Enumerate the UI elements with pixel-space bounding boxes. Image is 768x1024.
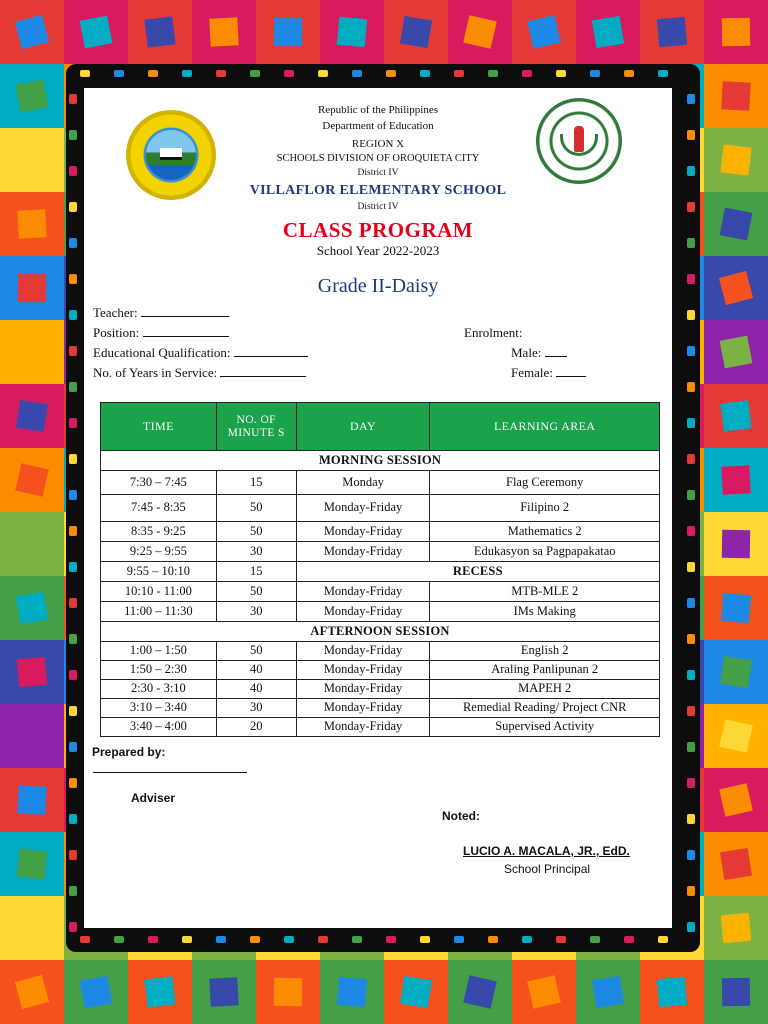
years-service-label: No. of Years in Service: (93, 365, 218, 380)
day-cell: Monday (296, 471, 430, 495)
mosaic-chip (17, 657, 47, 687)
minutes-cell: 15 (216, 562, 296, 582)
mosaic-chip (463, 975, 497, 1009)
afternoon-session-label: AFTERNOON SESSION (101, 622, 660, 642)
mosaic-tile (704, 960, 768, 1024)
mosaic-chip (16, 592, 48, 624)
mosaic-tile (320, 960, 384, 1024)
minutes-cell: 50 (216, 582, 296, 602)
years-service-field (93, 365, 306, 381)
mosaic-tile (704, 448, 768, 512)
mosaic-chip (527, 15, 561, 49)
learning-area-column-header: LEARNING AREA (430, 403, 660, 451)
frame-dot (69, 526, 77, 536)
male-field (511, 345, 567, 361)
mosaic-tile (640, 0, 704, 64)
frame-dot (69, 382, 77, 392)
qualification-field (93, 345, 308, 361)
adviser-signature-line (93, 772, 247, 773)
mosaic-tile (0, 64, 64, 128)
male-blank (545, 345, 567, 357)
frame-dot (687, 382, 695, 392)
mosaic-tile (128, 0, 192, 64)
enrolment-label: Enrolment: (464, 325, 523, 340)
mosaic-chip (719, 719, 753, 753)
noted-label: Noted: (442, 809, 480, 823)
mosaic-chip (719, 783, 753, 817)
frame-dot (80, 936, 90, 943)
mosaic-tile (0, 768, 64, 832)
mosaic-chip (209, 17, 238, 46)
table-row (101, 495, 660, 522)
mosaic-tile (704, 832, 768, 896)
mosaic-chip (592, 16, 624, 48)
frame-dot (687, 850, 695, 860)
frame-dot (522, 936, 532, 943)
table-row (101, 680, 660, 699)
mosaic-tile (64, 960, 128, 1024)
frame-dot (148, 936, 158, 943)
mosaic-tile (256, 960, 320, 1024)
table-row (101, 661, 660, 680)
learning-area-cell: Remedial Reading/ Project CNR (430, 699, 660, 718)
frame-dot (658, 936, 668, 943)
frame-dot (386, 70, 396, 77)
mosaic-chip (720, 656, 752, 688)
time-cell: 3:40 – 4:00 (101, 718, 217, 737)
minutes-cell: 20 (216, 718, 296, 737)
day-cell: Monday-Friday (296, 699, 430, 718)
position-blank (143, 325, 229, 337)
frame-dot (624, 70, 634, 77)
position-label: Position: (93, 325, 140, 340)
day-cell: Monday-Friday (296, 680, 430, 699)
morning-session-row (101, 451, 660, 471)
frame-dot (69, 850, 77, 860)
frame-dot (454, 70, 464, 77)
principal-title: School Principal (504, 862, 591, 876)
frame-dot (687, 166, 695, 176)
learning-area-cell: MAPEH 2 (430, 680, 660, 699)
learning-area-cell: Araling Panlipunan 2 (430, 661, 660, 680)
table-row (101, 522, 660, 542)
mosaic-tile (64, 0, 128, 64)
frame-dot (80, 70, 90, 77)
mosaic-chip (400, 16, 432, 48)
female-label: Female: (511, 365, 553, 380)
mosaic-chip (720, 208, 753, 241)
district-line-bottom: District IV (357, 202, 399, 212)
minutes-cell: 50 (216, 642, 296, 661)
years-service-blank (220, 365, 306, 377)
principal-name: LUCIO A. MACALA, JR., EdD. (463, 844, 630, 858)
frame-dot (658, 70, 668, 77)
frame-dot (69, 130, 77, 140)
frame-dot (687, 346, 695, 356)
table-row (101, 718, 660, 737)
mosaic-chip (720, 144, 751, 175)
learning-area-cell: Filipino 2 (430, 495, 660, 522)
time-cell: 2:30 - 3:10 (101, 680, 217, 699)
mosaic-chip (18, 274, 46, 302)
mosaic-chip (274, 978, 302, 1006)
frame-dot (69, 670, 77, 680)
mosaic-chip (15, 527, 49, 561)
time-cell: 1:50 – 2:30 (101, 661, 217, 680)
time-column-header: TIME (101, 403, 217, 451)
frame-dot (69, 490, 77, 500)
mosaic-tile (704, 64, 768, 128)
frame-dot (284, 936, 294, 943)
frame-dot (69, 418, 77, 428)
frame-dot (69, 166, 77, 176)
mosaic-tile (704, 704, 768, 768)
mosaic-chip (15, 463, 49, 497)
minutes-cell: 30 (216, 542, 296, 562)
mosaic-chip (657, 17, 687, 47)
mosaic-chip (80, 16, 113, 49)
qualification-label: Educational Qualification: (93, 345, 231, 360)
mosaic-tile (704, 896, 768, 960)
day-cell: Monday-Friday (296, 602, 430, 622)
table-row (101, 699, 660, 718)
table-row (101, 471, 660, 495)
learning-area-cell: English 2 (430, 642, 660, 661)
region-line: REGION X (351, 138, 405, 150)
frame-dot (687, 238, 695, 248)
minutes-cell: 50 (216, 495, 296, 522)
mosaic-tile (256, 0, 320, 64)
frame-dot (624, 936, 634, 943)
frame-dot (216, 70, 226, 77)
minutes-cell: 50 (216, 522, 296, 542)
mosaic-tile (576, 960, 640, 1024)
mosaic-chip (720, 336, 753, 369)
mosaic-chip (463, 15, 497, 49)
mosaic-tile (512, 0, 576, 64)
mosaic-tile (192, 960, 256, 1024)
mosaic-chip (592, 976, 624, 1008)
mosaic-chip (209, 977, 238, 1006)
mosaic-tile (0, 704, 64, 768)
frame-dot (556, 936, 566, 943)
mosaic-chip (337, 977, 367, 1007)
mosaic-tile (384, 0, 448, 64)
time-cell: 9:25 – 9:55 (101, 542, 217, 562)
time-cell: 7:30 – 7:45 (101, 471, 217, 495)
mosaic-tile (704, 192, 768, 256)
time-cell: 10:10 - 11:00 (101, 582, 217, 602)
division-line: SCHOOLS DIVISION OF OROQUIETA CITY (276, 153, 480, 164)
frame-dot (590, 70, 600, 77)
frame-dot (250, 70, 260, 77)
mosaic-chip (337, 17, 367, 47)
frame-dot (216, 936, 226, 943)
time-cell: 3:10 – 3:40 (101, 699, 217, 718)
day-cell: Monday-Friday (296, 542, 430, 562)
mosaic-tile (704, 576, 768, 640)
minutes-cell: 15 (216, 471, 296, 495)
mosaic-chip (16, 848, 47, 879)
female-blank (556, 365, 586, 377)
mosaic-chip (721, 593, 751, 623)
mosaic-tile (0, 128, 64, 192)
frame-dot (250, 936, 260, 943)
frame-dot (687, 274, 695, 284)
mosaic-chip (17, 337, 47, 367)
frame-dot (687, 598, 695, 608)
mosaic-tile (384, 960, 448, 1024)
mosaic-tile (0, 960, 64, 1024)
mosaic-chip (16, 912, 49, 945)
day-cell: Monday-Friday (296, 661, 430, 680)
mosaic-chip (17, 209, 46, 238)
table-header-row (101, 403, 660, 451)
mosaic-tile (704, 384, 768, 448)
frame-dot (420, 936, 430, 943)
table-row (101, 582, 660, 602)
mosaic-chip (15, 15, 49, 49)
frame-dot (69, 562, 77, 572)
frame-dot (114, 936, 124, 943)
frame-dot (69, 742, 77, 752)
mosaic-chip (720, 400, 751, 431)
mosaic-tile (128, 960, 192, 1024)
mosaic-chip (721, 913, 751, 943)
mosaic-chip (722, 978, 750, 1006)
mosaic-tile (0, 576, 64, 640)
recess-label: RECESS (296, 562, 659, 582)
mosaic-tile (0, 320, 64, 384)
frame-dot (182, 70, 192, 77)
frame-dot (522, 70, 532, 77)
frame-dot (69, 706, 77, 716)
frame-dot (687, 670, 695, 680)
mosaic-tile (704, 512, 768, 576)
mosaic-tile (0, 192, 64, 256)
frame-dot (687, 742, 695, 752)
frame-dot (69, 634, 77, 644)
mosaic-tile (448, 960, 512, 1024)
frame-dot (488, 936, 498, 943)
time-cell: 11:00 – 11:30 (101, 602, 217, 622)
mosaic-chip (400, 976, 432, 1008)
minutes-cell: 40 (216, 661, 296, 680)
afternoon-session-row (101, 622, 660, 642)
frame-dot (182, 936, 192, 943)
mosaic-chip (721, 81, 750, 110)
mosaic-chip (722, 18, 750, 46)
frame-dot (687, 706, 695, 716)
mosaic-chip (719, 271, 753, 305)
mosaic-chip (721, 465, 750, 494)
frame-dot (687, 922, 695, 932)
frame-dot (69, 238, 77, 248)
frame-dot (69, 922, 77, 932)
district-line-top: District IV (357, 168, 399, 178)
day-cell: Monday-Friday (296, 522, 430, 542)
time-cell: 8:35 - 9:25 (101, 522, 217, 542)
time-cell: 7:45 - 8:35 (101, 495, 217, 522)
frame-dot (687, 202, 695, 212)
learning-area-cell: MTB-MLE 2 (430, 582, 660, 602)
frame-dot (687, 418, 695, 428)
mosaic-tile (0, 384, 64, 448)
mosaic-chip (274, 18, 302, 46)
mosaic-tile (0, 512, 64, 576)
mosaic-tile (704, 640, 768, 704)
school-year: School Year 2022-2023 (316, 243, 440, 258)
mosaic-tile (0, 832, 64, 896)
frame-dot (69, 886, 77, 896)
mosaic-chip (80, 976, 113, 1009)
frame-dot (454, 936, 464, 943)
day-cell: Monday-Friday (296, 495, 430, 522)
minutes-cell: 30 (216, 699, 296, 718)
frame-dot (69, 814, 77, 824)
mosaic-chip (144, 16, 175, 47)
mosaic-tile (320, 0, 384, 64)
frame-dot (687, 130, 695, 140)
mosaic-tile (576, 0, 640, 64)
school-name: VILLAFLOR ELEMENTARY SCHOOL (249, 183, 507, 198)
time-cell: 9:55 – 10:10 (101, 562, 217, 582)
mosaic-tile (640, 960, 704, 1024)
frame-dot (318, 70, 328, 77)
mosaic-chip (16, 400, 48, 432)
mosaic-tile (0, 0, 64, 64)
mosaic-chip (527, 975, 561, 1009)
frame-dot (687, 526, 695, 536)
mosaic-chip (657, 977, 687, 1007)
day-column-header: DAY (296, 403, 430, 451)
frame-dot (69, 778, 77, 788)
learning-area-cell: Supervised Activity (430, 718, 660, 737)
minutes-column-header: NO. OF MINUTE S (216, 403, 296, 451)
frame-dot (352, 936, 362, 943)
teacher-field (93, 305, 229, 321)
learning-area-cell: Flag Ceremony (430, 471, 660, 495)
schedule-body (101, 451, 660, 737)
learning-area-cell: Edukasyon sa Pagpapakatao (430, 542, 660, 562)
male-label: Male: (511, 345, 542, 360)
mosaic-tile (704, 768, 768, 832)
frame-dot (687, 886, 695, 896)
frame-dot (590, 936, 600, 943)
mosaic-chip (722, 530, 750, 558)
frame-dot (420, 70, 430, 77)
table-row (101, 602, 660, 622)
mosaic-chip (17, 785, 46, 814)
frame-dot (69, 310, 77, 320)
mosaic-tile (512, 960, 576, 1024)
frame-dot (318, 936, 328, 943)
mosaic-tile (0, 896, 64, 960)
mosaic-chip (16, 144, 47, 175)
frame-dot (69, 598, 77, 608)
mosaic-tile (0, 640, 64, 704)
mosaic-chip (16, 80, 49, 113)
frame-dot (148, 70, 158, 77)
frame-dot (352, 70, 362, 77)
frame-dot (284, 70, 294, 77)
mosaic-tile (0, 256, 64, 320)
minutes-cell: 40 (216, 680, 296, 699)
mosaic-chip (15, 975, 49, 1009)
frame-dot (687, 634, 695, 644)
document-paper (84, 88, 672, 928)
learning-area-cell: IMs Making (430, 602, 660, 622)
adviser-label: Adviser (131, 791, 176, 805)
recess-row (101, 562, 660, 582)
mosaic-tile (704, 128, 768, 192)
frame-dot (69, 346, 77, 356)
time-cell: 1:00 – 1:50 (101, 642, 217, 661)
document-title: CLASS PROGRAM (282, 218, 474, 242)
republic-line: Republic of the Philippines (317, 104, 439, 116)
frame-dot (386, 936, 396, 943)
frame-dot (687, 778, 695, 788)
mosaic-tile (0, 448, 64, 512)
mosaic-tile (704, 320, 768, 384)
frame-dot (114, 70, 124, 77)
frame-dot (69, 202, 77, 212)
frame-dot (69, 94, 77, 104)
learning-area-cell: Mathematics 2 (430, 522, 660, 542)
mosaic-tile (192, 0, 256, 64)
position-field (93, 325, 229, 341)
mosaic-chip (720, 848, 752, 880)
grade-section: Grade II-Daisy (317, 275, 439, 297)
female-field (511, 365, 586, 381)
morning-session-label: MORNING SESSION (101, 451, 660, 471)
frame-dot (687, 310, 695, 320)
mosaic-chip (18, 722, 46, 750)
table-row (101, 542, 660, 562)
frame-dot (687, 94, 695, 104)
mosaic-tile (448, 0, 512, 64)
teacher-blank (141, 305, 229, 317)
minutes-cell: 30 (216, 602, 296, 622)
teacher-label: Teacher: (93, 305, 138, 320)
mosaic-tile (704, 256, 768, 320)
frame-dot (488, 70, 498, 77)
frame-dot (69, 274, 77, 284)
frame-dot (687, 454, 695, 464)
day-cell: Monday-Friday (296, 642, 430, 661)
table-row (101, 642, 660, 661)
class-schedule-table (100, 402, 660, 737)
prepared-by-label: Prepared by: (92, 745, 166, 759)
day-cell: Monday-Friday (296, 718, 430, 737)
mosaic-chip (144, 976, 175, 1007)
mosaic-tile (704, 0, 768, 64)
qualification-blank (234, 345, 308, 357)
day-cell: Monday-Friday (296, 582, 430, 602)
frame-dot (687, 490, 695, 500)
frame-dot (556, 70, 566, 77)
frame-dot (687, 814, 695, 824)
frame-dot (687, 562, 695, 572)
department-line: Department of Education (322, 120, 434, 132)
frame-dot (69, 454, 77, 464)
